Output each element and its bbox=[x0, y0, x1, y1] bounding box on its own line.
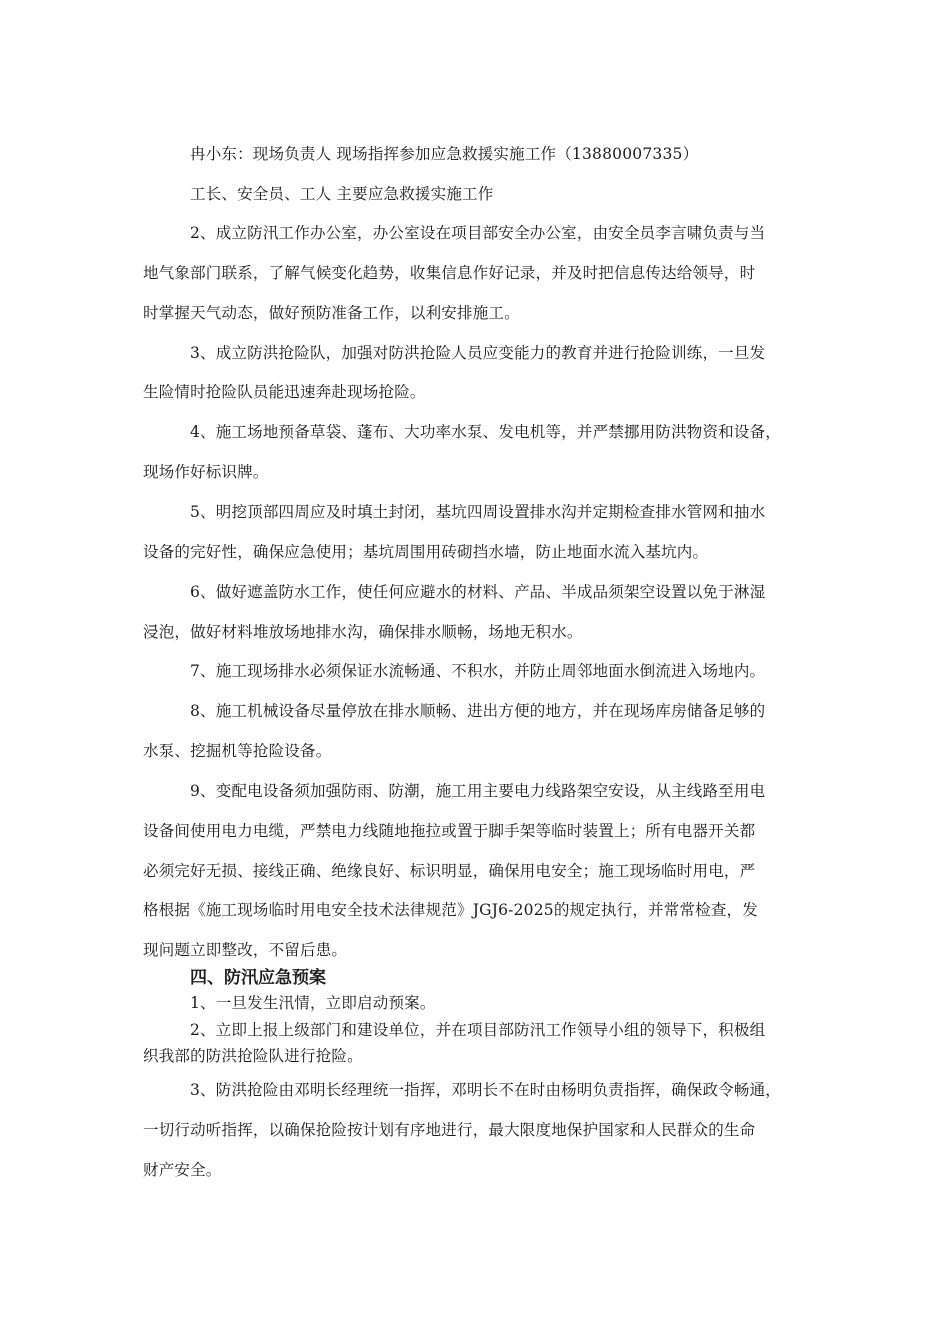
role-line-workers: 工长、安全员、工人 主要应急救援实施工作 bbox=[190, 185, 494, 203]
item-9-line-1: 9、变配电设备须加强防雨、防潮，施工用主要电力线路架空安设，从主线路至用电 bbox=[190, 782, 766, 800]
item-4-line-1: 4、施工场地预备草袋、蓬布、大功率水泵、发电机等，并严禁挪用防洪物资和设备， bbox=[190, 423, 781, 441]
item-5-line-1: 5、明挖顶部四周应及时填土封闭，基坑四周设置排水沟并定期检查排水管网和抽水 bbox=[190, 503, 766, 521]
section-4-item-1: 1、一旦发生汛情，立即启动预案。 bbox=[190, 994, 436, 1012]
section-4-item-3-line-3: 财产安全。 bbox=[143, 1161, 222, 1179]
item-2-line-2: 地气象部门联系，了解气候变化趋势，收集信息作好记录，并及时把信息传达给领导，时 bbox=[143, 264, 756, 282]
item-5-line-2: 设备的完好性，确保应急使用；基坑周围用砖砌挡水墙，防止地面水流入基坑内。 bbox=[143, 543, 709, 561]
section-4-item-2-line-1: 2、立即上报上级部门和建设单位，并在项目部防汛工作领导小组的领导下，积极组 bbox=[190, 1021, 766, 1039]
item-9-line-4: 格根据《施工现场临时用电安全技术法律规范》JGJ6-2025的规定执行，并常常检查，发 bbox=[143, 901, 758, 919]
section-4-item-2-line-2: 织我部的防洪抢险队进行抢险。 bbox=[143, 1047, 363, 1065]
item-8-line-2: 水泵、挖掘机等抢险设备。 bbox=[143, 742, 332, 760]
item-9-line-5: 现问题立即整改，不留后患。 bbox=[143, 941, 348, 959]
role-line-ran: 冉小东：现场负责人 现场指挥参加应急救援实施工作（13880007335） bbox=[190, 145, 699, 163]
item-6-line-1: 6、做好遮盖防水工作，使任何应避水的材料、产品、半成品须架空设置以免于淋湿 bbox=[190, 583, 766, 601]
section-4-item-3-line-1: 3、防洪抢险由邓明长经理统一指挥，邓明长不在时由杨明负责指挥，确保政令畅通， bbox=[190, 1081, 781, 1099]
item-4-line-2: 现场作好标识牌。 bbox=[143, 463, 269, 481]
item-6-line-2: 浸泡，做好材料堆放场地排水沟，确保排水顺畅，场地无积水。 bbox=[143, 623, 583, 641]
item-9-line-2: 设备间使用电力电缆，严禁电力线随地拖拉或置于脚手架等临时装置上；所有电器开关都 bbox=[143, 822, 756, 840]
item-8-line-1: 8、施工机械设备尽量停放在排水顺畅、进出方便的地方，并在现场库房储备足够的 bbox=[190, 702, 766, 720]
section-4-item-3-line-2: 一切行动听指挥，以确保抢险按计划有序地进行，最大限度地保护国家和人民群众的生命 bbox=[143, 1121, 756, 1139]
item-3-line-2: 生险情时抢险队员能迅速奔赴现场抢险。 bbox=[143, 383, 426, 401]
item-2-line-1: 2、成立防汛工作办公室，办公室设在项目部安全办公室，由安全员李言啸负责与当 bbox=[190, 224, 766, 242]
item-3-line-1: 3、成立防洪抢险队，加强对防洪抢险人员应变能力的教育并进行抢险训练，一旦发 bbox=[190, 344, 766, 362]
section-4-heading: 四、防汛应急预案 bbox=[190, 968, 326, 988]
item-7-line-1: 7、施工现场排水必须保证水流畅通、不积水，并防止周邻地面水倒流进入场地内。 bbox=[190, 662, 766, 680]
item-2-line-3: 时掌握天气动态，做好预防准备工作，以利安排施工。 bbox=[143, 304, 520, 322]
item-9-line-3: 必须完好无损、接线正确、绝缘良好、标识明显，确保用电安全；施工现场临时用电，严 bbox=[143, 862, 756, 880]
